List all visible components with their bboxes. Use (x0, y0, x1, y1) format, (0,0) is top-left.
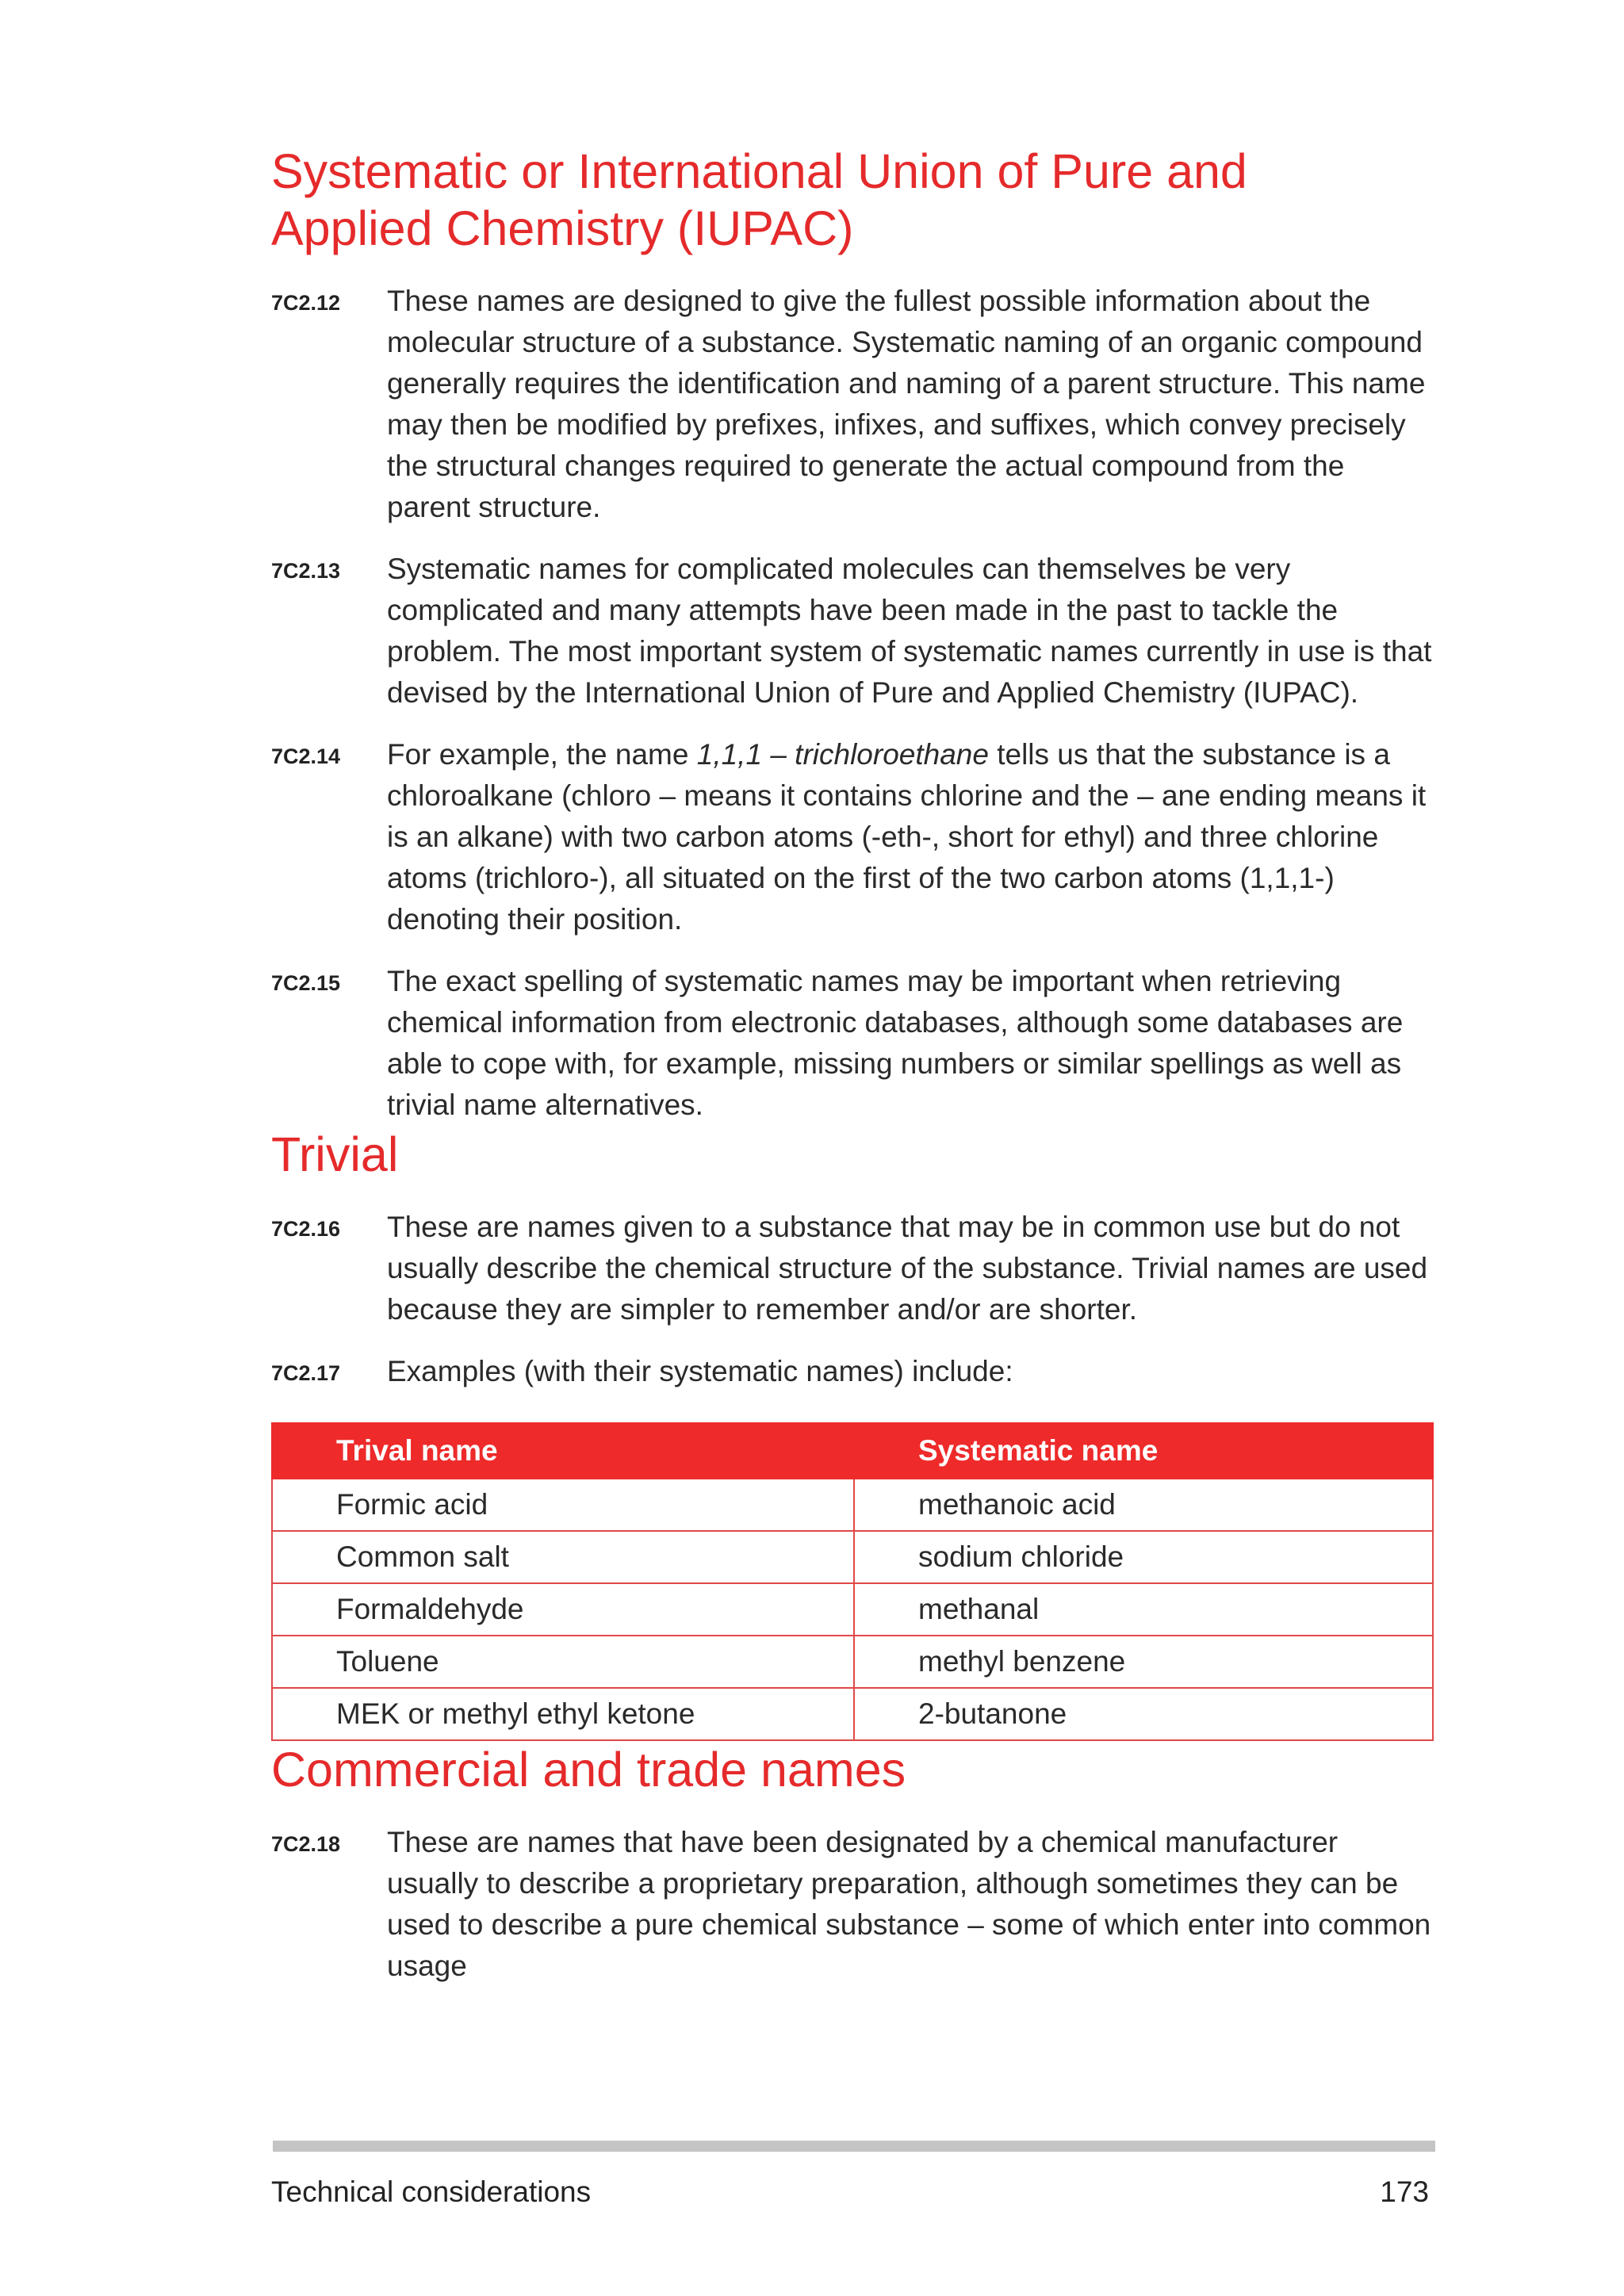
paragraph-text: The exact spelling of systematic names may be important when retrieving chemical information from electronic databases, although some databases are able to cope with, for example, missing numbers or similar spellings as well as trivial name alternatives. (387, 965, 1404, 1121)
footer-page-number: 173 (1380, 2175, 1429, 2208)
page-content (271, 143, 1435, 1987)
systematic-name-cell: sodium chloride (854, 1531, 1433, 1583)
trivial-name-cell: Common salt (272, 1531, 854, 1583)
heading-trivial: Trivial (271, 1127, 399, 1181)
paragraph-7c2-16 (271, 1207, 1435, 1330)
paragraph-7c2-17 (271, 1351, 1435, 1394)
heading-systematic-line1: Systematic or International Union of Pure and (271, 144, 1247, 198)
trivial-name-cell: Formaldehyde (272, 1583, 854, 1636)
trivial-name-cell: Formic acid (272, 1479, 854, 1531)
paragraph-7c2-15 (271, 961, 1435, 1126)
heading-systematic-line2: Applied Chemistry (IUPAC) (271, 201, 854, 255)
paragraph-text: These are names given to a substance that may be in common use but do not usually describe the chemical structure of the substance. Trivial names are used because they are simpler to remember and/or are shorter. (387, 1211, 1428, 1326)
table-row (272, 1531, 1433, 1583)
paragraph-number: 7C2.17 (271, 1361, 341, 1385)
table-header-row (272, 1423, 1433, 1479)
paragraph-7c2-18 (271, 1822, 1435, 1987)
paragraph-text: Examples (with their systematic names) include: (387, 1355, 1013, 1387)
header-systematic-name: Systematic name (854, 1423, 1433, 1479)
paragraph-text-after: tells us that the substance is a chloroalkane (chloro – means it contains chlorine and the – ane ending means it is an alkane) with two carbon atoms (-eth-, short for ethyl) and three chlorine atoms (trichloro-), all situated on the first of the two carbon atoms (1,1,1-) denoting their position. (387, 738, 1427, 936)
systematic-name-cell: methanoic acid (854, 1479, 1433, 1531)
heading-systematic (271, 143, 1435, 257)
header-trivial-name: Trival name (272, 1423, 854, 1479)
paragraph-text (387, 734, 1435, 940)
chemical-name-italic: 1,1,1 – trichloroethane (696, 738, 989, 771)
names-table (271, 1422, 1434, 1741)
systematic-name-cell: methyl benzene (854, 1636, 1433, 1688)
paragraph-7c2-14 (271, 734, 1435, 940)
table-row (272, 1636, 1433, 1688)
paragraph-number: 7C2.13 (271, 559, 341, 583)
paragraph-text: These names are designed to give the fullest possible information about the molecular structure of a substance. Systematic naming of an organic compound generally requires the identification and naming of a parent structure. This name may then be modified by prefixes, infixes, and suffixes, which convey precisely the structural changes required to generate the actual compound from the parent structure. (387, 285, 1426, 523)
trivial-name-cell: MEK or methyl ethyl ketone (272, 1688, 854, 1740)
table-row (272, 1688, 1433, 1740)
paragraph-number: 7C2.15 (271, 971, 341, 995)
trivial-name-cell: Toluene (272, 1636, 854, 1688)
table-row (272, 1583, 1433, 1636)
paragraph-number: 7C2.18 (271, 1832, 341, 1856)
table-row (272, 1479, 1433, 1531)
paragraph-text: Systematic names for complicated molecules can themselves be very complicated and many attempts have been made in the past to tackle the problem. The most important system of systematic names currently in use is that devised by the International Union of Pure and Applied Chemistry (IUPAC). (387, 553, 1432, 709)
systematic-name-cell: methanal (854, 1583, 1433, 1636)
footer-section-title: Technical considerations (271, 2175, 592, 2208)
systematic-name-cell: 2-butanone (854, 1688, 1433, 1740)
paragraph-number: 7C2.12 (271, 291, 341, 315)
paragraph-7c2-13 (271, 549, 1435, 714)
footer-divider (273, 2141, 1435, 2152)
paragraph-text-before: For example, the name (387, 738, 697, 771)
heading-commercial: Commercial and trade names (271, 1743, 906, 1797)
paragraph-7c2-12 (271, 281, 1435, 528)
paragraph-text: These are names that have been designated by a chemical manufacturer usually to describe a proprietary preparation, although sometimes they can be used to describe a pure chemical substance – some of which enter into common usage (387, 1826, 1431, 1982)
paragraph-number: 7C2.16 (271, 1217, 341, 1241)
paragraph-number: 7C2.14 (271, 744, 341, 768)
